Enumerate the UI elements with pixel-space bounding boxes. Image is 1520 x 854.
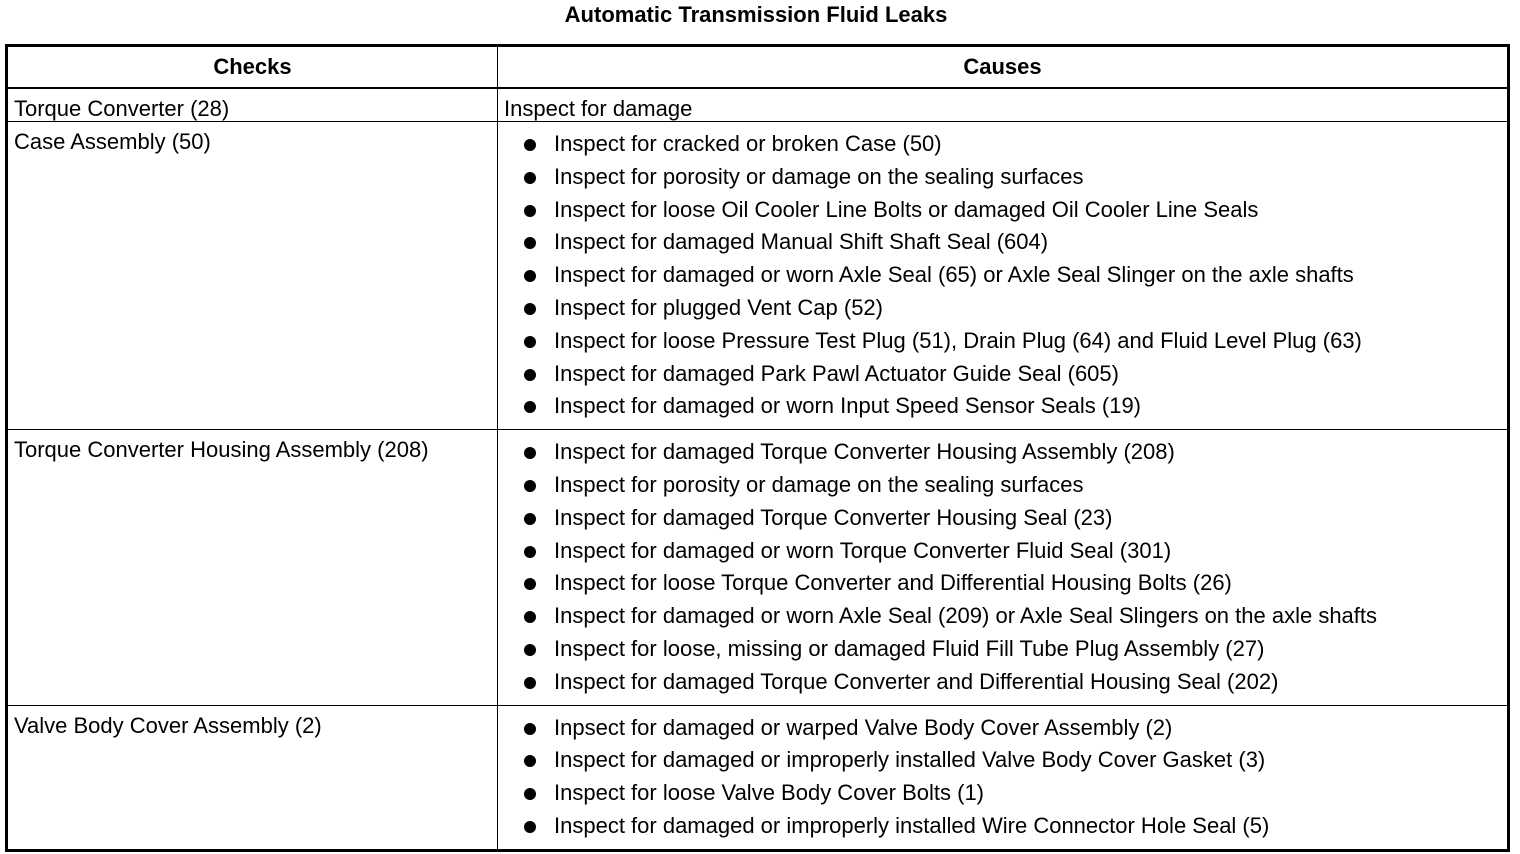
bullet-icon	[524, 369, 536, 381]
cause-item	[498, 634, 1507, 667]
check-cell: Torque Converter Housing Assembly (208)	[7, 430, 498, 705]
bullet-icon	[524, 513, 536, 525]
bullet-icon	[524, 401, 536, 413]
bullet-icon	[524, 788, 536, 800]
table-row	[7, 88, 1509, 122]
cause-item	[498, 227, 1507, 260]
cause-text: Inspect for loose Oil Cooler Line Bolts or damaged Oil Cooler Line Seals	[554, 196, 1259, 222]
bullet-icon	[524, 237, 536, 249]
check-cell: Valve Body Cover Assembly (2)	[7, 705, 498, 850]
cause-item	[498, 713, 1507, 746]
cause-item	[498, 811, 1507, 844]
cause-text: Inspect for damaged Manual Shift Shaft Seal (604)	[554, 229, 1049, 255]
cause-text: Inspect for loose, missing or damaged Fluid Fill Tube Plug Assembly (27)	[554, 635, 1265, 661]
cause-list	[498, 122, 1507, 429]
bullet-icon	[524, 480, 536, 492]
check-cell: Case Assembly (50)	[7, 122, 498, 430]
cause-text: Inspect for damaged or worn Torque Converter Fluid Seal (301)	[554, 537, 1172, 563]
cause-text: Inspect for damaged or improperly installed Valve Body Cover Gasket (3)	[554, 747, 1266, 773]
table-header-row	[7, 46, 1509, 89]
cause-item	[498, 568, 1507, 601]
bullet-icon	[524, 270, 536, 282]
cause-item	[498, 437, 1507, 470]
cause-text: Inspect for damaged or worn Axle Seal (209) or Axle Seal Slingers on the axle shafts	[554, 603, 1378, 629]
cause-item	[498, 745, 1507, 778]
bullet-icon	[524, 172, 536, 184]
cause-item	[498, 195, 1507, 228]
cause-text: Inspect for damaged Park Pawl Actuator Guide Seal (605)	[554, 360, 1119, 386]
bullet-icon	[524, 723, 536, 735]
cause-cell: Inspect for damage	[498, 88, 1509, 122]
cause-item	[498, 129, 1507, 162]
cause-list	[498, 706, 1507, 849]
bullet-icon	[524, 611, 536, 623]
cause-item	[498, 503, 1507, 536]
cause-text: Inspect for loose Torque Converter and Differential Housing Bolts (26)	[554, 570, 1232, 596]
bullet-icon	[524, 336, 536, 348]
cause-text: Inspect for damaged Torque Converter Housing Seal (23)	[554, 504, 1113, 530]
cause-item	[498, 601, 1507, 634]
bullet-icon	[524, 677, 536, 689]
bullet-icon	[524, 546, 536, 558]
cause-item	[498, 470, 1507, 503]
cause-text: Inspect for plugged Vent Cap (52)	[554, 294, 883, 320]
cause-text: Inspect for porosity or damage on the sealing surfaces	[554, 163, 1084, 189]
cause-cell	[498, 430, 1509, 705]
bullet-icon	[524, 303, 536, 315]
table-row	[7, 430, 1509, 705]
cause-text: Inspect for damaged Torque Converter and Differential Housing Seal (202)	[554, 668, 1279, 694]
table-row	[7, 705, 1509, 850]
column-header-causes: Causes	[498, 46, 1509, 89]
bullet-icon	[524, 578, 536, 590]
cause-text: Inspect for damaged or worn Input Speed Sensor Seals (19)	[554, 393, 1142, 419]
cause-item	[498, 359, 1507, 392]
cause-item	[498, 326, 1507, 359]
cause-text: Inspect for cracked or broken Case (50)	[554, 131, 942, 156]
cause-item	[498, 260, 1507, 293]
leak-checks-table	[5, 44, 1510, 852]
cause-cell	[498, 705, 1509, 850]
bullet-icon	[524, 821, 536, 833]
bullet-icon	[524, 447, 536, 459]
column-header-checks: Checks	[7, 46, 498, 89]
cause-item	[498, 162, 1507, 195]
cause-text: Inspect for damaged Torque Converter Housing Assembly (208)	[554, 439, 1175, 465]
cause-item	[498, 778, 1507, 811]
cause-list	[498, 430, 1507, 704]
cause-item	[498, 391, 1507, 424]
cause-text: Inpsect for damaged or warped Valve Body Cover Assembly (2)	[554, 714, 1173, 740]
bullet-icon	[524, 205, 536, 217]
cause-item	[498, 293, 1507, 326]
cause-text: Inspect for damaged or worn Axle Seal (65) or Axle Seal Slinger on the axle shafts	[554, 262, 1354, 288]
cause-text: Inspect for damaged or improperly installed Wire Connector Hole Seal (5)	[554, 812, 1270, 838]
cause-cell	[498, 122, 1509, 430]
page-title: Automatic Transmission Fluid Leaks	[564, 2, 948, 27]
cause-item	[498, 536, 1507, 569]
check-cell: Torque Converter (28)	[7, 88, 498, 122]
cause-text: Inspect for loose Pressure Test Plug (51), Drain Plug (64) and Fluid Level Plug (63)	[554, 327, 1362, 353]
bullet-icon	[524, 139, 536, 151]
bullet-icon	[524, 755, 536, 767]
cause-text: Inspect for loose Valve Body Cover Bolts (1)	[554, 780, 985, 806]
table-row	[7, 122, 1509, 430]
bullet-icon	[524, 644, 536, 656]
cause-text: Inspect for porosity or damage on the sealing surfaces	[554, 471, 1084, 497]
cause-item	[498, 667, 1507, 700]
